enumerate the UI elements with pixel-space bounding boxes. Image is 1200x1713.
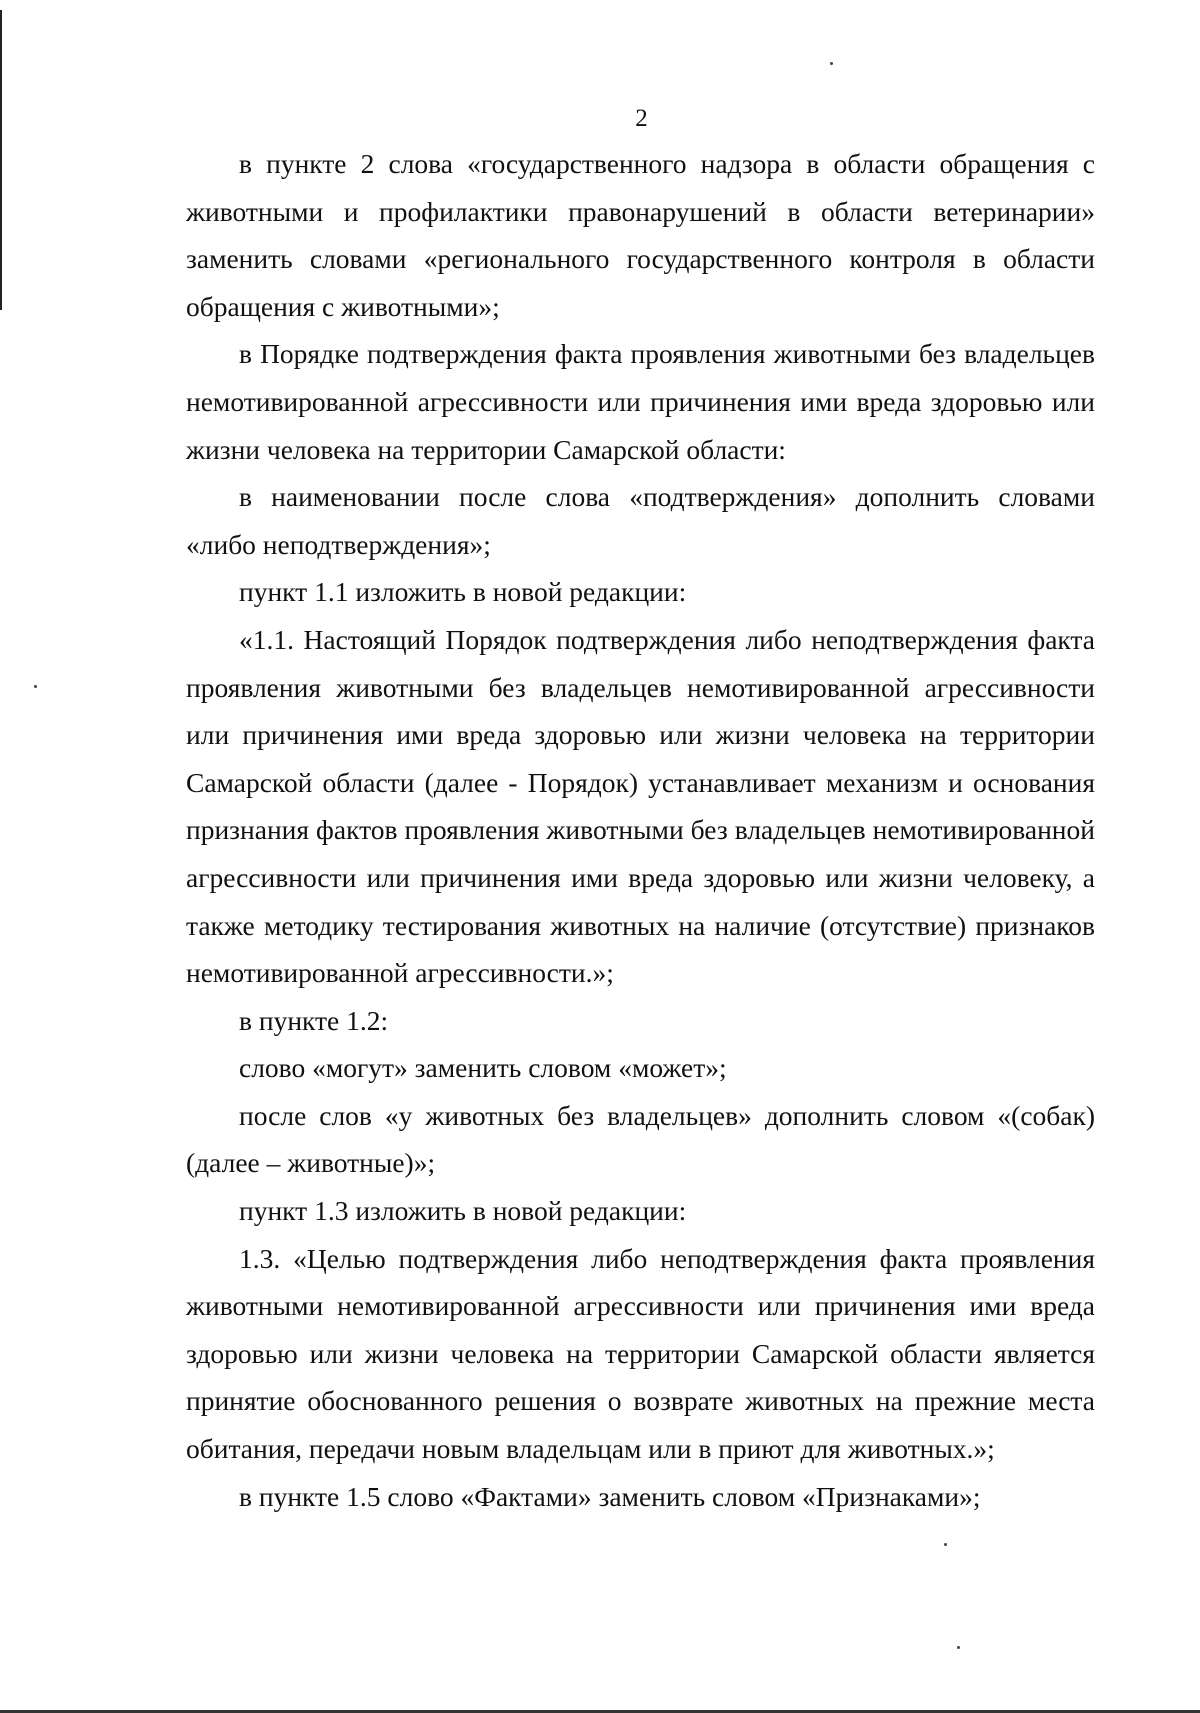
scan-left-edge-line [0,10,2,310]
paragraph: пункт 1.3 изложить в новой редакции: [239,1195,687,1227]
scan-speck [34,685,37,688]
scan-speck [944,1543,947,1546]
paragraph: пункт 1.1 изложить в новой редакции: [239,576,687,608]
paragraph: «1.1. Настоящий Порядок подтверждения либо неподтверждения факта проявления животными без владельцев немотивированной агрессивности или причинения ими вреда здоровью или жизни человека на территории Самарской области (далее - Порядок) устанавливает механизм и основания признания фактов проявления животными без владельцев немотивированной агрессивности или причинения ими вреда здоровью или жизни человеку, а также методику тестирования животных на наличие (отсутствие) признаков немотивированной агрессивности.»; [186,623,1095,989]
paragraph: 1.3. «Целью подтверждения либо неподтверждения факта проявления животными немотивированной агрессивности или причинения ими вреда здоровью или жизни человека на территории Самарской области является принятие обоснованного решения о возврате животных на прежние места обитания, передачи новым владельцам или в приют для животных.»; [186,1242,1095,1465]
page-number: 2 [635,105,648,132]
paragraph: в пункте 2 слова «государственного надзора в области обращения с животными и профилактики правонарушений в области ветеринарии» заменить словами «регионального государственного контроля в области обращения с животными»; [186,148,1095,322]
paragraph: слово «могут» заменить словом «может»; [239,1052,727,1084]
paragraph: в пункте 1.2: [239,1004,389,1036]
scan-speck [957,1646,960,1649]
paragraph: в пункте 1.5 слово «Фактами» заменить словом «Признаками»; [239,1480,981,1512]
paragraph: в Порядке подтверждения факта проявления животными без владельцев немотивированной агрессивности или причинения ими вреда здоровью или жизни человека на территории Самарской области: [186,338,1095,465]
paragraph: в наименовании после слова «подтверждения» дополнить словами «либо неподтверждения»; [186,481,1095,560]
scan-speck [830,62,833,65]
document-body [186,140,1095,1520]
paragraph: после слов «у животных без владельцев» дополнить словом «(собак) (далее – животные)»; [186,1099,1095,1179]
